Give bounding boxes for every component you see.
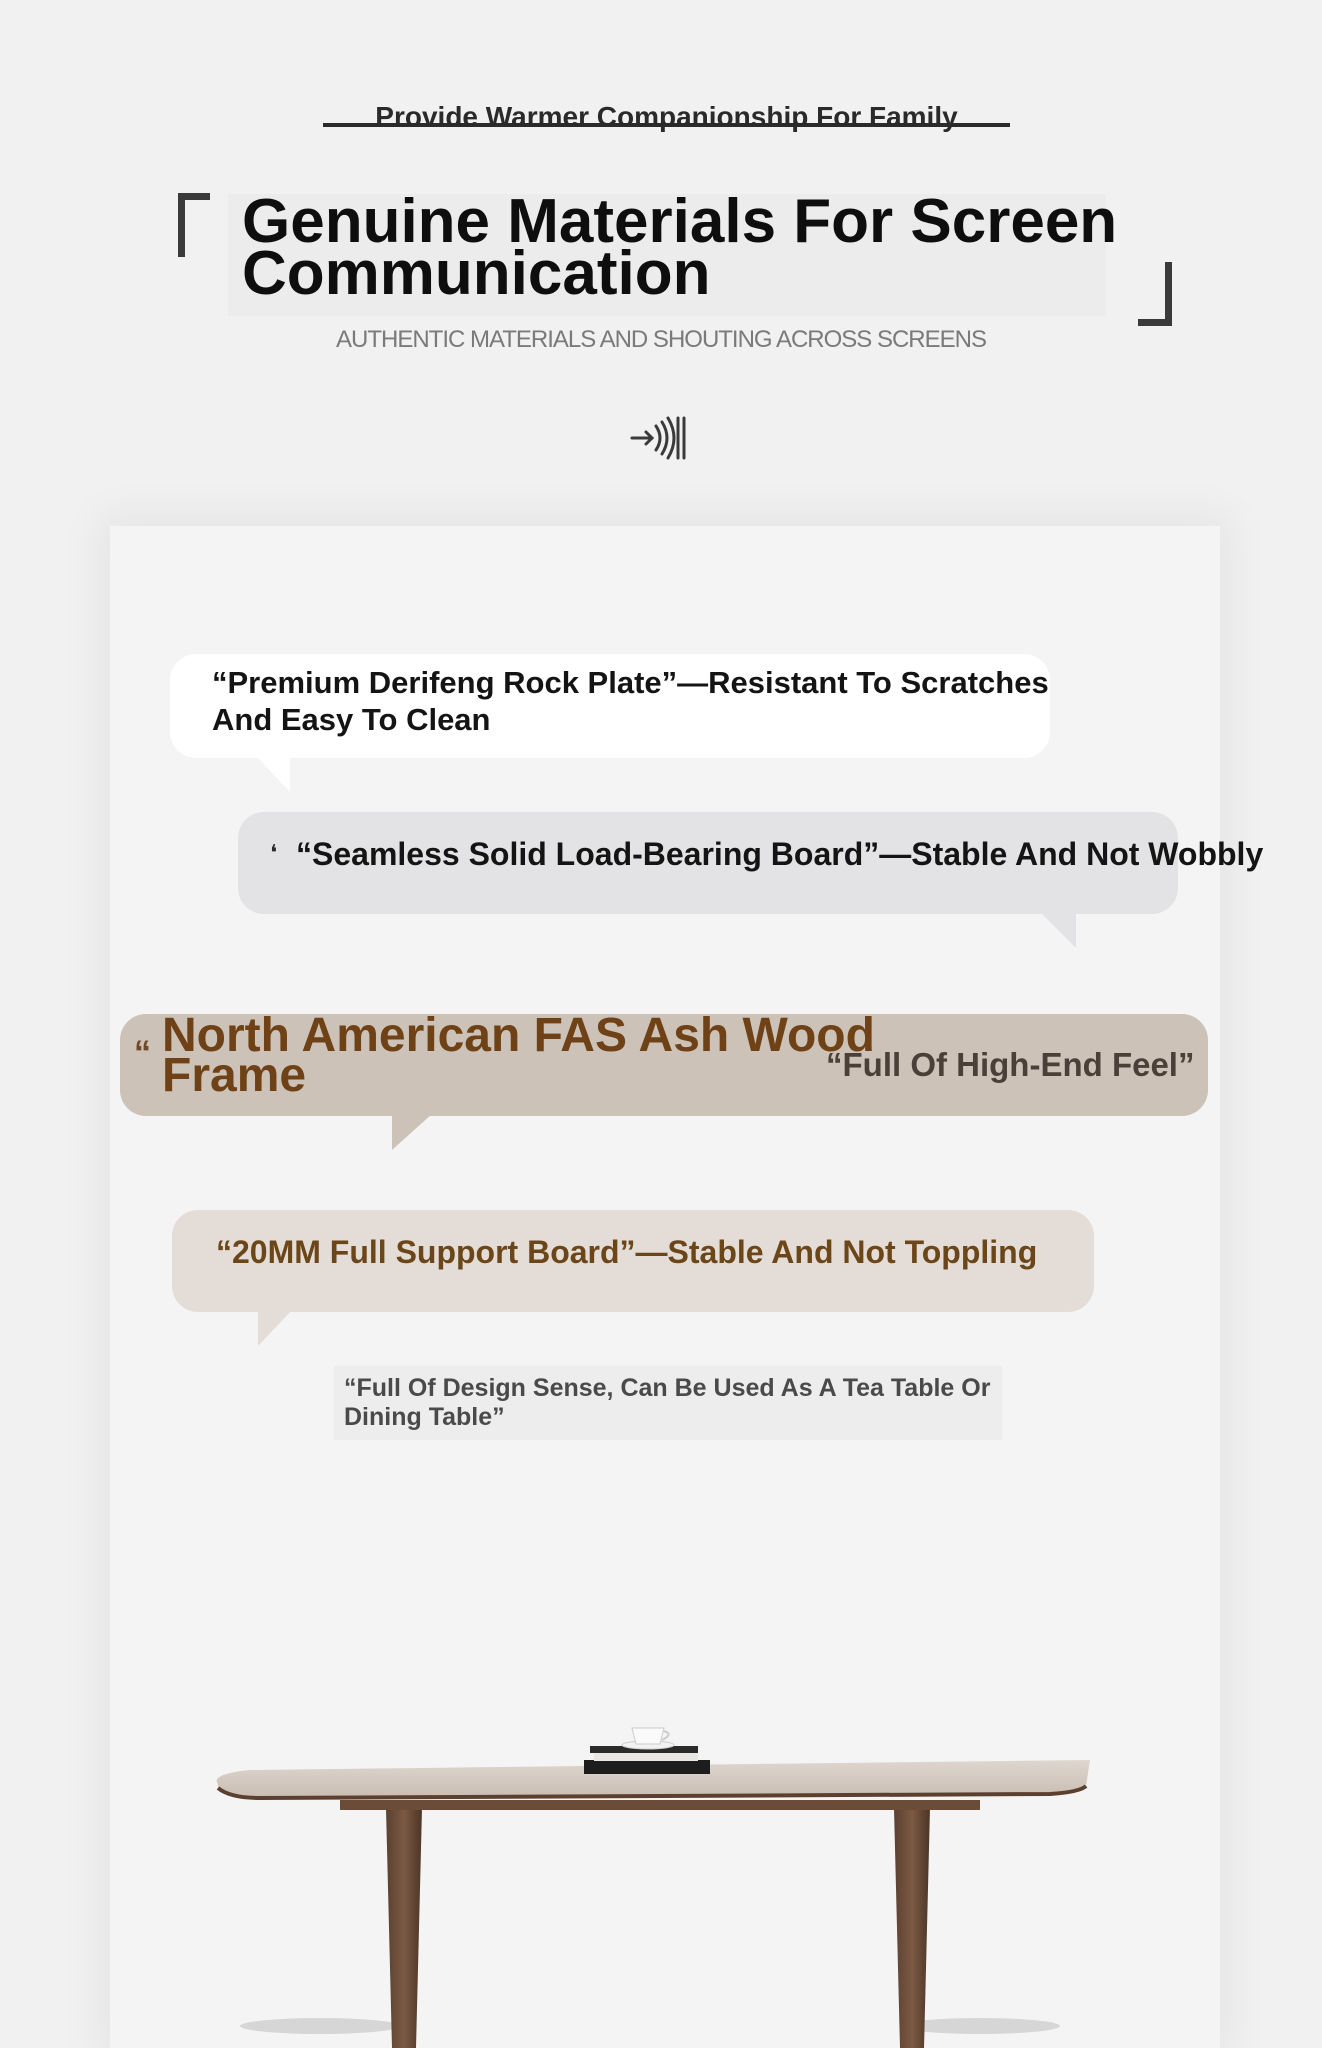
feature-text-load-board: “Seamless Solid Load-Bearing Board”—Stable And Not Wobbly [296, 836, 1264, 872]
bubble-tail [258, 1310, 292, 1346]
kicker-text: Provide Warmer Companionship For Family [375, 101, 958, 132]
quote-mark: “ [134, 1034, 151, 1072]
table-leg [894, 1808, 930, 2048]
feature-text-support-board: “20MM Full Support Board”—Stable And Not Toppling [216, 1234, 1038, 1270]
page-subtitle: AUTHENTIC MATERIALS AND SHOUTING ACROSS SCREENS [336, 326, 986, 353]
bubble-tail [256, 756, 290, 792]
page-title: Genuine Materials For Screen Communication [242, 187, 1118, 308]
table-apron [340, 1800, 980, 1810]
bubble-tail [392, 1114, 432, 1150]
feature-text-rock-plate: “Premium Derifeng Rock Plate”—Resistant To Scratches And Easy To Clean [212, 665, 1049, 737]
bubble-tail [1040, 912, 1076, 948]
arrow-waves-icon [630, 410, 700, 466]
feature-text-ash-wood: North American FAS Ash Wood Frame [162, 1009, 875, 1102]
right-bracket-decoration [1138, 262, 1172, 326]
dining-table-image [190, 1700, 1120, 2048]
book [594, 1752, 698, 1761]
book [584, 1760, 710, 1774]
design-note-text: “Full Of Design Sense, Can Be Used As A Tea Table Or Dining Table” [344, 1374, 991, 1431]
floor-shadow [240, 2018, 400, 2034]
coffee-cup [632, 1728, 664, 1744]
table-leg [386, 1808, 422, 2048]
left-bracket-decoration [178, 193, 210, 257]
feature-tagline-high-end: “Full Of High-End Feel” [826, 1046, 1195, 1083]
quote-mark-icon: ❛ [270, 840, 278, 865]
